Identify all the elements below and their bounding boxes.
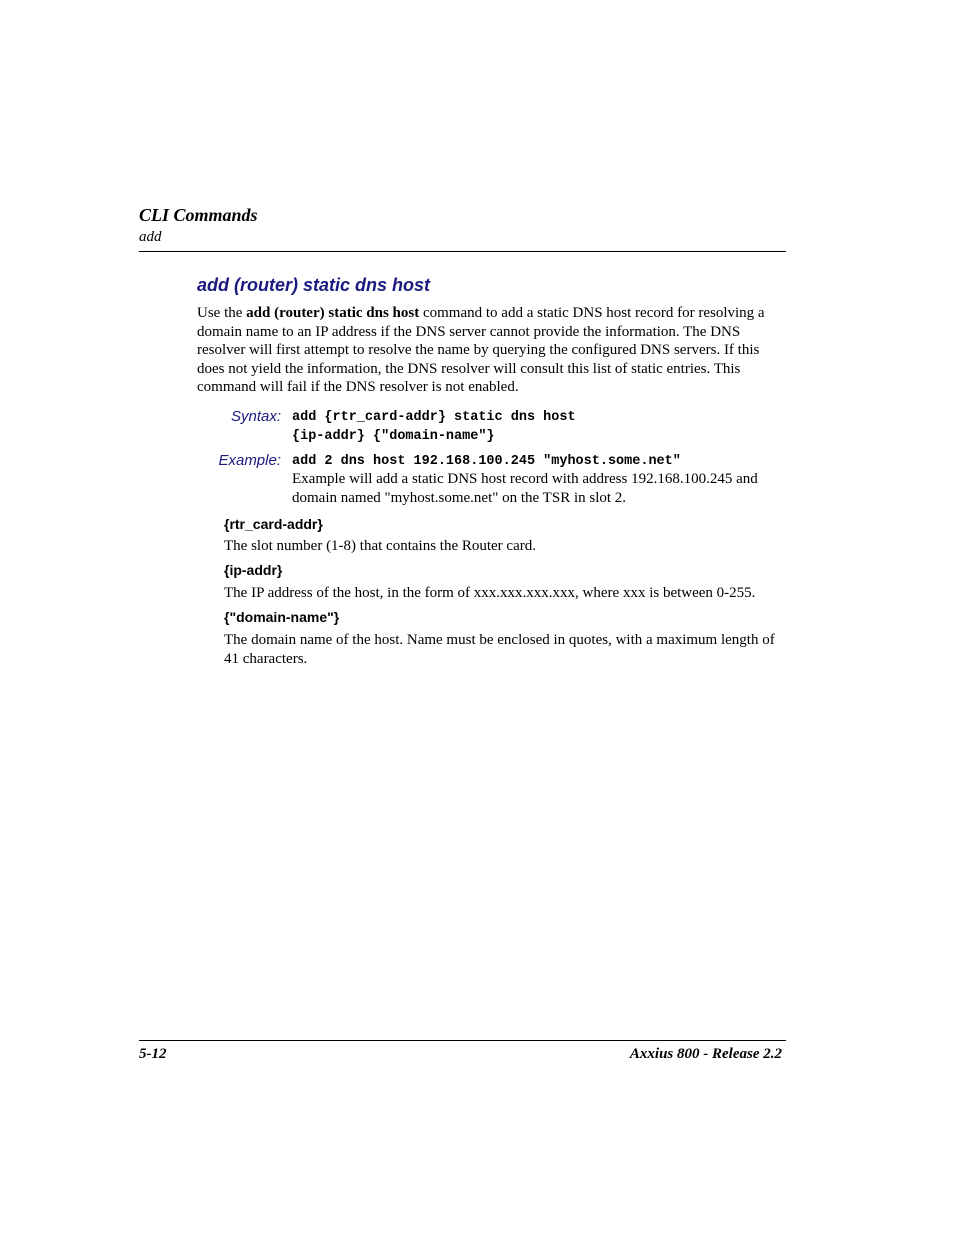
syntax-label: Syntax: <box>230 408 281 425</box>
section-title: add (router) static dns host <box>197 275 431 295</box>
page-number: 5-12 <box>139 1046 167 1062</box>
intro-command: add (router) static dns host <box>246 305 420 321</box>
param-desc-rtr-card-addr: The slot number (1-8) that contains the Router card. <box>224 538 536 554</box>
param-name-domain-name: {"domain-name"} <box>224 609 340 625</box>
intro-paragraph <box>197 304 787 397</box>
chapter-title: CLI Commands <box>139 205 258 225</box>
intro-rest: command to add a static DNS host record for resolving a domain name to an IP address if the DNS server cannot provide the information. The DNS resolver will first attempt to resolve the name by querying the configured DNS servers. If this does not yield the information, the DNS resolver will consult this list of static entries. This command will fail if the DNS resolver is not enabled. <box>197 305 765 396</box>
footer-divider <box>139 1040 786 1041</box>
param-name-rtr-card-addr: {rtr_card-addr} <box>224 516 323 532</box>
chapter-subtitle: add <box>139 229 162 245</box>
syntax-line-2: {ip-addr} {"domain-name"} <box>292 429 495 444</box>
syntax-line-1: add {rtr_card-addr} static dns host <box>292 410 576 425</box>
param-desc-domain-name: The domain name of the host. Name must be enclosed in quotes, with a maximum length of 41 characters. <box>224 632 775 667</box>
product-release: Axxius 800 - Release 2.2 <box>629 1046 782 1062</box>
intro-prefix: Use the <box>197 305 247 321</box>
example-label: Example: <box>218 452 281 469</box>
header-divider <box>139 251 786 252</box>
example-code: add 2 dns host 192.168.100.245 "myhost.some.net" <box>292 454 681 469</box>
param-desc-ip-addr: The IP address of the host, in the form of xxx.xxx.xxx.xxx, where xxx is between 0-255. <box>224 585 756 601</box>
example-description: Example will add a static DNS host record with address 192.168.100.245 and domain named "myhost.some.net" on the TSR in slot 2. <box>292 471 758 506</box>
param-name-ip-addr: {ip-addr} <box>224 562 283 578</box>
